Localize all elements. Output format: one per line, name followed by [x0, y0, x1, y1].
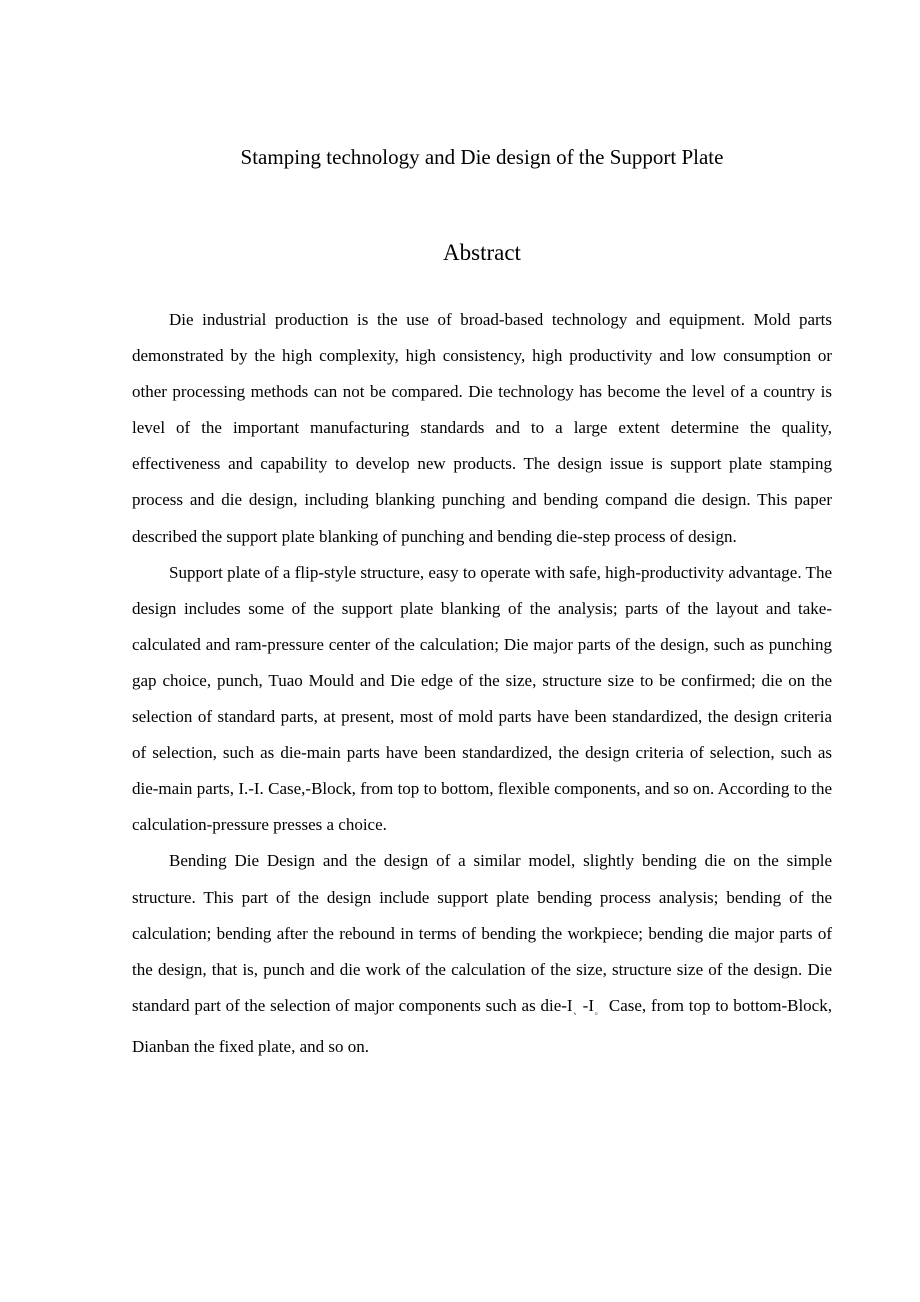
subscript-mark: 。: [594, 1005, 605, 1016]
abstract-paragraph-1: Die industrial production is the use of broad-based technology and equipment. Mold parts demonstrated by the high complexity, high consistency, high productivity and low consumption or other processing methods can not be compared. Die technology has become the level of a country is level of the important manufacturing standards and to a large extent determine the quality, effectiveness and capability to develop new products. The design issue is support plate stamping process and die design, including blanking punching and bending compand die design. This paper described the support plate blanking of punching and bending die-step process of design.: [132, 310, 832, 546]
paragraph-3-text: Bending Die Design and the design of a similar model, slightly bending die on the simple structure. This part of the design include support plate bending process analysis; bending of the calculation; bending after the rebound in terms of bending the workpiece; bending die major parts of the design, that is, punch and die work of the calculation of the size, structure size of the design. Die standard part of the selection of major components such as die-I: [132, 851, 832, 1015]
paragraph-3-mid: -I: [582, 995, 594, 1015]
document-title: Stamping technology and Die design of the Support Plate: [240, 145, 724, 169]
paragraph-3-tail: Case, from top to bottom-Block, Dianban the fixed plate, and so on.: [132, 995, 832, 1056]
abstract-paragraph-2: Support plate of a flip-style structure, easy to operate with safe, high-productivity advantage. The design includes some of the support plate blanking of the analysis; parts of the layout and take-calculated and ram-pressure center of the calculation; Die major parts of the design, such as punching gap choice, punch, Tuao Mould and Die edge of the size, structure size to be confirmed; die on the selection of standard parts, at present, most of mold parts have been standardized, the design criteria of selection, such as die-main parts have been standardized, the design criteria of selection, such as die-main parts, I.-I. Case,-Block, from top to bottom, flexible components, and so on. According to the calculation-pressure presses a choice.: [132, 562, 832, 835]
subscript-mark: 、: [572, 1005, 583, 1016]
abstract-heading: Abstract: [443, 240, 521, 265]
abstract-paragraph-3: [132, 843, 832, 1065]
abstract-body: [132, 302, 832, 1065]
